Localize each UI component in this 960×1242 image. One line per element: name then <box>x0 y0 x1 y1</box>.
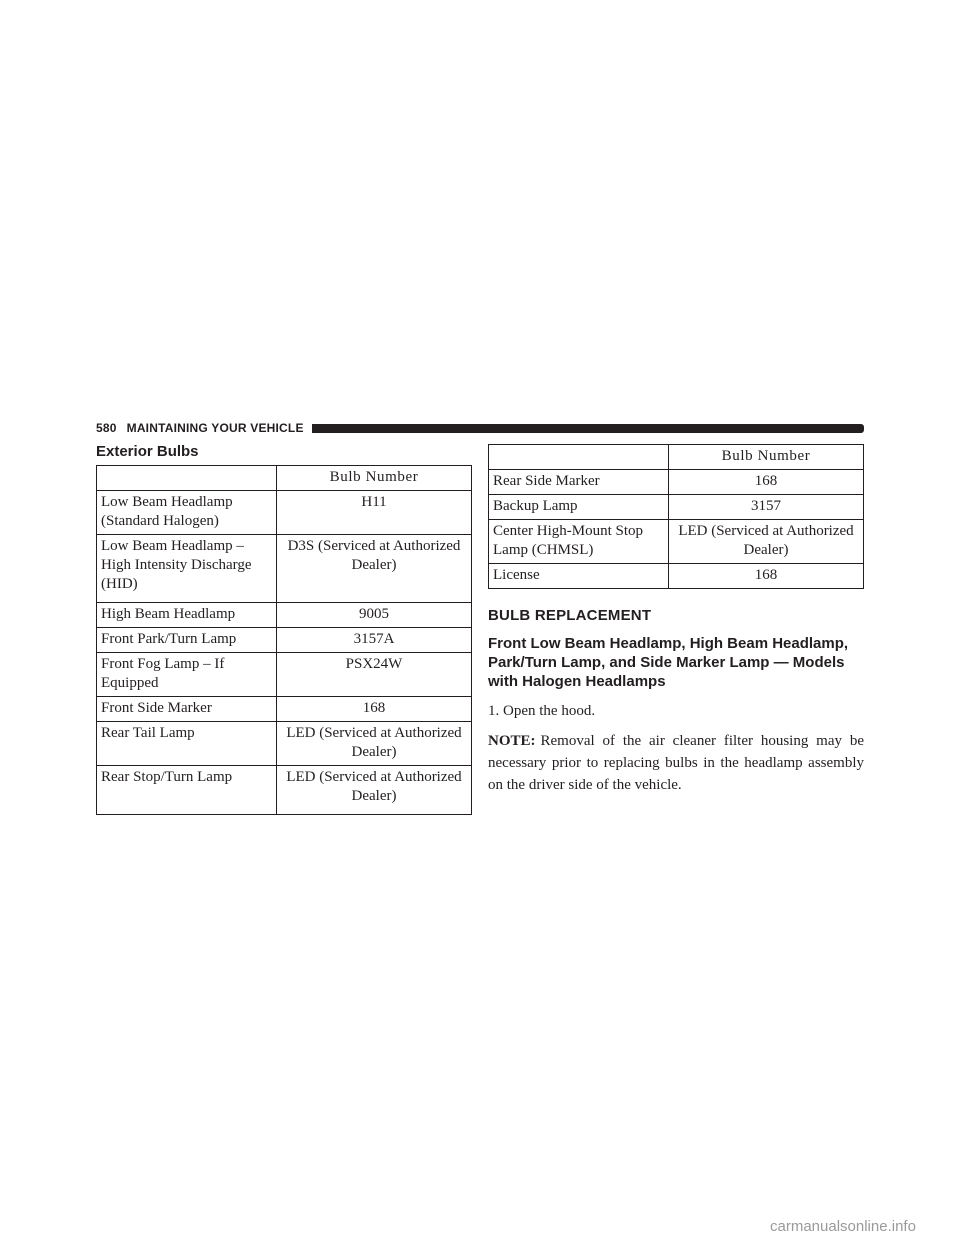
bulb-number: D3S (Serviced at Authorized Dealer) <box>277 535 472 603</box>
lamp-description: Backup Lamp <box>489 495 669 520</box>
lamp-description: Center High-Mount Stop Lamp (CHMSL) <box>489 520 669 564</box>
table-header-row <box>489 445 864 470</box>
step-1: 1. Open the hood. <box>488 703 596 719</box>
right-column <box>488 444 864 796</box>
table-row <box>97 491 472 535</box>
bulb-number: LED (Serviced at Authorized Dealer) <box>669 520 864 564</box>
bulb-replacement-heading: BULB REPLACEMENT <box>488 607 652 624</box>
table-row <box>97 603 472 628</box>
lamp-description: Low Beam Headlamp – High Intensity Discharge (HID) <box>97 535 277 603</box>
bulb-number: LED (Serviced at Authorized Dealer) <box>277 722 472 766</box>
empty-header-cell <box>97 466 277 491</box>
page-header <box>96 418 864 438</box>
table-row <box>489 495 864 520</box>
table-row <box>97 653 472 697</box>
bulb-number-header: Bulb Number <box>669 445 864 470</box>
lamp-description: Front Park/Turn Lamp <box>97 628 277 653</box>
empty-header-cell <box>489 445 669 470</box>
bulb-number: 3157 <box>669 495 864 520</box>
bulb-number: 3157A <box>277 628 472 653</box>
bulb-number: PSX24W <box>277 653 472 697</box>
note-text: Removal of the air cleaner filter housing may be necessary prior to replacing bulbs in the headlamp assembly on the driver side of the vehicle. <box>488 733 864 793</box>
section-title: MAINTAINING YOUR VEHICLE <box>126 421 304 435</box>
lamp-description: Rear Tail Lamp <box>97 722 277 766</box>
procedure-heading: Front Low Beam Headlamp, High Beam Headlamp, Park/Turn Lamp, and Side Marker Lamp — Models with Halogen Headlamps <box>488 635 849 690</box>
table-header-row <box>97 466 472 491</box>
table-row <box>489 564 864 589</box>
table-row <box>97 766 472 815</box>
watermark-text: carmanualsonline.info <box>770 1218 916 1235</box>
lamp-description: Rear Stop/Turn Lamp <box>97 766 277 815</box>
left-column <box>96 440 472 815</box>
table-row <box>489 520 864 564</box>
bulb-number-header: Bulb Number <box>277 466 472 491</box>
exterior-bulbs-table-continued <box>488 444 864 589</box>
bulb-number: H11 <box>277 491 472 535</box>
page-number: 580 <box>96 421 117 435</box>
bulb-number: 9005 <box>277 603 472 628</box>
bulb-number: 168 <box>669 470 864 495</box>
table-row <box>97 628 472 653</box>
lamp-description: High Beam Headlamp <box>97 603 277 628</box>
table-row <box>97 722 472 766</box>
lamp-description: Low Beam Headlamp (Standard Halogen) <box>97 491 277 535</box>
note-label: NOTE: <box>488 733 536 749</box>
bulb-number: LED (Serviced at Authorized Dealer) <box>277 766 472 815</box>
lamp-description: Front Side Marker <box>97 697 277 722</box>
bulb-number: 168 <box>669 564 864 589</box>
exterior-bulbs-table <box>96 465 472 815</box>
table-row <box>489 470 864 495</box>
header-rule <box>312 424 864 433</box>
lamp-description: License <box>489 564 669 589</box>
bulb-number: 168 <box>277 697 472 722</box>
table-row <box>97 697 472 722</box>
lamp-description: Rear Side Marker <box>489 470 669 495</box>
exterior-bulbs-heading: Exterior Bulbs <box>96 443 199 460</box>
note-paragraph <box>488 730 864 796</box>
table-row <box>97 535 472 603</box>
lamp-description: Front Fog Lamp – If Equipped <box>97 653 277 697</box>
